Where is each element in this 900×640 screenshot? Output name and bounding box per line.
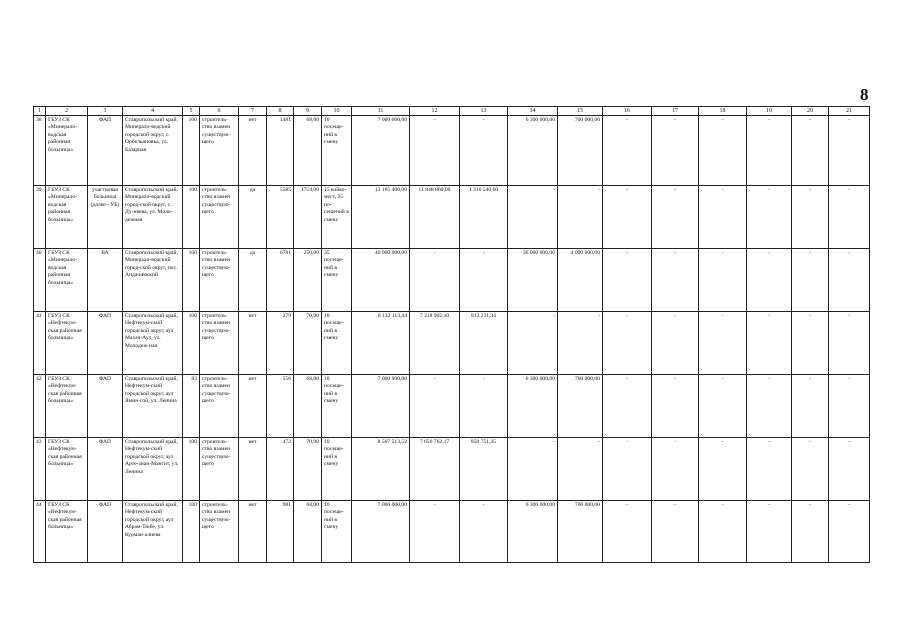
organization-cell: ГБУЗ СК «Нефтекум-ская районная больница» [46, 501, 88, 563]
capacity-cell: 10 посеще-ний в смену [322, 501, 352, 563]
amount-cell: - [652, 312, 699, 375]
amount-cell: 700 000,00 [558, 375, 603, 438]
capacity-cell: 35 посеще-ний в смену [322, 249, 352, 312]
amount-cell: - [603, 116, 652, 186]
value-cell: 279 [267, 312, 294, 375]
amount-cell: - [652, 438, 699, 501]
address-cell: Ставропольский край, Нефтекум-ский городской округ, аул Ямин-гой, ул. Ленина [123, 375, 183, 438]
percent-cell: 100 [183, 501, 200, 563]
table-row [34, 186, 870, 249]
column-number-cell: 10 [322, 107, 352, 116]
address-cell: Ставропольский край, Минерало-водский город-ской округ, пос. Анджиевский [123, 249, 183, 312]
amount-cell: - [652, 249, 699, 312]
amount-cell: - [747, 186, 792, 249]
column-number-cell: 3 [88, 107, 123, 116]
percent-cell: 100 [183, 249, 200, 312]
value-cell: 5585 [267, 186, 294, 249]
column-number-cell: 16 [603, 107, 652, 116]
work-type-cell: строитель-ство взамен существую-щего [200, 116, 239, 186]
address-cell: Ставропольский край, Нефтекум-ский городской округ, аул Абрам-Тюбе, ул. Курман-алиева [123, 501, 183, 563]
row-number-cell: 39 [34, 186, 46, 249]
amount-cell: - [699, 375, 747, 438]
amount-cell: - [747, 116, 792, 186]
column-number-cell: 21 [829, 107, 870, 116]
amount-cell: - [747, 312, 792, 375]
amount-cell: 7 000 000,00 [352, 501, 410, 563]
column-number-cell: 14 [508, 107, 558, 116]
table-row [34, 438, 870, 501]
amount-cell: - [699, 249, 747, 312]
facility-type-cell: ФАП [88, 438, 123, 501]
work-type-cell: строитель-ство взамен существую-щего [200, 249, 239, 312]
row-number-cell: 44 [34, 501, 46, 563]
amount-cell: - [792, 438, 829, 501]
amount-cell: - [603, 312, 652, 375]
amount-cell: 700 000,00 [558, 116, 603, 186]
column-number-row [34, 107, 870, 116]
amount-cell: - [699, 501, 747, 563]
amount-cell: 7 318 902,10 [410, 312, 460, 375]
amount-cell: - [699, 116, 747, 186]
amount-cell: - [460, 116, 508, 186]
facility-type-cell: ФАП [88, 375, 123, 438]
value-cell: 1481 [267, 116, 294, 186]
address-cell: Ставропольский край, Минерало-водский городской округ, с. Орбельяновка, ул. Базарная [123, 116, 183, 186]
amount-cell: 8 132 113,44 [352, 312, 410, 375]
amount-cell: - [699, 186, 747, 249]
column-number-cell: 19 [747, 107, 792, 116]
column-number-cell: 1 [34, 107, 46, 116]
amount-cell: 4 000 000,00 [558, 249, 603, 312]
work-type-cell: строитель-ство взамен существую-щего [200, 375, 239, 438]
amount-cell: - [829, 116, 870, 186]
row-number-cell: 42 [34, 375, 46, 438]
table-row [34, 249, 870, 312]
value-cell: 556 [267, 375, 294, 438]
value-cell: 6781 [267, 249, 294, 312]
column-number-cell: 7 [239, 107, 267, 116]
amount-cell: - [603, 186, 652, 249]
amount-cell: - [699, 312, 747, 375]
row-number-cell: 38 [34, 116, 46, 186]
amount-cell: - [558, 438, 603, 501]
column-number-cell: 18 [699, 107, 747, 116]
facility-type-cell: ВА [88, 249, 123, 312]
amount-cell: 11 848 860,00 [410, 186, 460, 249]
amount-cell: - [558, 186, 603, 249]
amount-cell: 7 000 000,00 [352, 116, 410, 186]
organization-cell: ГБУЗ СК «Минерало-водская районная больница» [46, 116, 88, 186]
amount-cell: - [603, 375, 652, 438]
column-number-cell: 2 [46, 107, 88, 116]
amount-cell: 7 000 000,00 [352, 375, 410, 438]
amount-cell: - [699, 438, 747, 501]
value-cell: 472 [267, 438, 294, 501]
address-cell: Ставропольский край, Нефтекум-ский городской округ, аул Арте-зиан-Мангит, ул. Ленина [123, 438, 183, 501]
row-number-cell: 43 [34, 438, 46, 501]
land-cell: да [239, 249, 267, 312]
work-type-cell: строитель-ство взамен существую-щего [200, 186, 239, 249]
amount-cell: - [747, 438, 792, 501]
amount-cell: - [792, 186, 829, 249]
land-cell: нет [239, 116, 267, 186]
table-row [34, 312, 870, 375]
amount-cell: - [652, 186, 699, 249]
work-type-cell: строитель-ство взамен существую-щего [200, 501, 239, 563]
column-number-cell: 15 [558, 107, 603, 116]
facility-type-cell: участковая больница (далее - УБ) [88, 186, 123, 249]
value-cell: 68,00 [294, 501, 322, 563]
column-number-cell: 5 [183, 107, 200, 116]
amount-cell: 6 300 000,00 [508, 501, 558, 563]
amount-cell: 8 507 513,52 [352, 438, 410, 501]
amount-cell: - [508, 438, 558, 501]
amount-cell: - [410, 249, 460, 312]
amount-cell: - [829, 186, 870, 249]
row-number-cell: 40 [34, 249, 46, 312]
capacity-cell: 10 посеще-ний в смену [322, 375, 352, 438]
column-number-cell: 11 [352, 107, 410, 116]
value-cell: 70,90 [294, 312, 322, 375]
table-row [34, 501, 870, 563]
facility-type-cell: ФАП [88, 501, 123, 563]
amount-cell: - [829, 312, 870, 375]
column-number-cell: 17 [652, 107, 699, 116]
percent-cell: 100 [183, 186, 200, 249]
address-cell: Ставропольский край, Минерало-водский город-ской округ, с. Ду-няева, ул. Моло-дежная [123, 186, 183, 249]
amount-cell: - [460, 375, 508, 438]
value-cell: 1754,00 [294, 186, 322, 249]
column-number-cell: 8 [267, 107, 294, 116]
amount-cell: 7 656 762,17 [410, 438, 460, 501]
land-cell: нет [239, 312, 267, 375]
percent-cell: 83 [183, 375, 200, 438]
page-number: 8 [860, 85, 869, 104]
amount-cell: - [603, 438, 652, 501]
amount-cell: 6 300 000,00 [508, 375, 558, 438]
column-number-cell: 6 [200, 107, 239, 116]
value-cell: 68,00 [294, 116, 322, 186]
amount-cell: - [747, 501, 792, 563]
percent-cell: 100 [183, 438, 200, 501]
amount-cell: 813 211,34 [460, 312, 508, 375]
amount-cell: - [603, 501, 652, 563]
amount-cell: 13 165 400,00 [352, 186, 410, 249]
amount-cell: 40 000 000,00 [352, 249, 410, 312]
column-number-cell: 9 [294, 107, 322, 116]
column-number-cell: 12 [410, 107, 460, 116]
capacity-cell: 10 посеще-ний в смену [322, 438, 352, 501]
land-cell: нет [239, 438, 267, 501]
amount-cell: 700 000,00 [558, 501, 603, 563]
amount-cell: - [460, 501, 508, 563]
row-number-cell: 41 [34, 312, 46, 375]
value-cell: 250,00 [294, 249, 322, 312]
land-cell: нет [239, 501, 267, 563]
organization-cell: ГБУЗ СК «Нефтекум-ская районная больница» [46, 375, 88, 438]
land-cell: нет [239, 375, 267, 438]
column-number-cell: 13 [460, 107, 508, 116]
amount-cell: - [792, 375, 829, 438]
amount-cell: - [792, 116, 829, 186]
land-cell: да [239, 186, 267, 249]
value-cell: 68,00 [294, 375, 322, 438]
amount-cell: - [508, 186, 558, 249]
amount-cell: - [603, 249, 652, 312]
amount-cell: - [747, 249, 792, 312]
amount-cell: - [792, 249, 829, 312]
capacity-cell: 10 посеще-ний в смену [322, 116, 352, 186]
amount-cell: - [747, 375, 792, 438]
organization-cell: ГБУЗ СК «Нефтекум-ская районная больница» [46, 438, 88, 501]
work-type-cell: строитель-ство взамен существую-щего [200, 312, 239, 375]
organization-cell: ГБУЗ СК «Минерало-водская районная больница» [46, 186, 88, 249]
amount-cell: - [460, 249, 508, 312]
percent-cell: 100 [183, 312, 200, 375]
organization-cell: ГБУЗ СК «Нефтекум-ская районная больница» [46, 312, 88, 375]
amount-cell: - [829, 501, 870, 563]
amount-cell: - [410, 116, 460, 186]
facilities-table [33, 106, 870, 563]
amount-cell: 36 000 000,00 [508, 249, 558, 312]
table-row [34, 116, 870, 186]
amount-cell: - [829, 438, 870, 501]
amount-cell: - [829, 249, 870, 312]
amount-cell: - [558, 312, 603, 375]
table-row [34, 375, 870, 438]
column-number-cell: 20 [792, 107, 829, 116]
amount-cell: - [508, 312, 558, 375]
amount-cell: 850 751,35 [460, 438, 508, 501]
address-cell: Ставропольский край, Нефтекум-ский городской округ, аул Махач-Аул, ул. Молодеж-ная [123, 312, 183, 375]
value-cell: 981 [267, 501, 294, 563]
amount-cell: - [829, 375, 870, 438]
amount-cell: - [792, 312, 829, 375]
facility-type-cell: ФАП [88, 312, 123, 375]
column-number-cell: 4 [123, 107, 183, 116]
amount-cell: 6 300 000,00 [508, 116, 558, 186]
work-type-cell: строитель-ство взамен существую-щего [200, 438, 239, 501]
amount-cell: - [410, 375, 460, 438]
amount-cell: - [410, 501, 460, 563]
organization-cell: ГБУЗ СК «Минерало-водская районная больница» [46, 249, 88, 312]
capacity-cell: 10 посеще-ний в смену [322, 312, 352, 375]
amount-cell: - [652, 375, 699, 438]
amount-cell: - [792, 501, 829, 563]
amount-cell: - [652, 501, 699, 563]
facility-type-cell: ФАП [88, 116, 123, 186]
value-cell: 70,90 [294, 438, 322, 501]
amount-cell: - [652, 116, 699, 186]
amount-cell: 1 316 540,00 [460, 186, 508, 249]
percent-cell: 100 [183, 116, 200, 186]
capacity-cell: 15 койко-мест, 35 по-сещений в смену [322, 186, 352, 249]
